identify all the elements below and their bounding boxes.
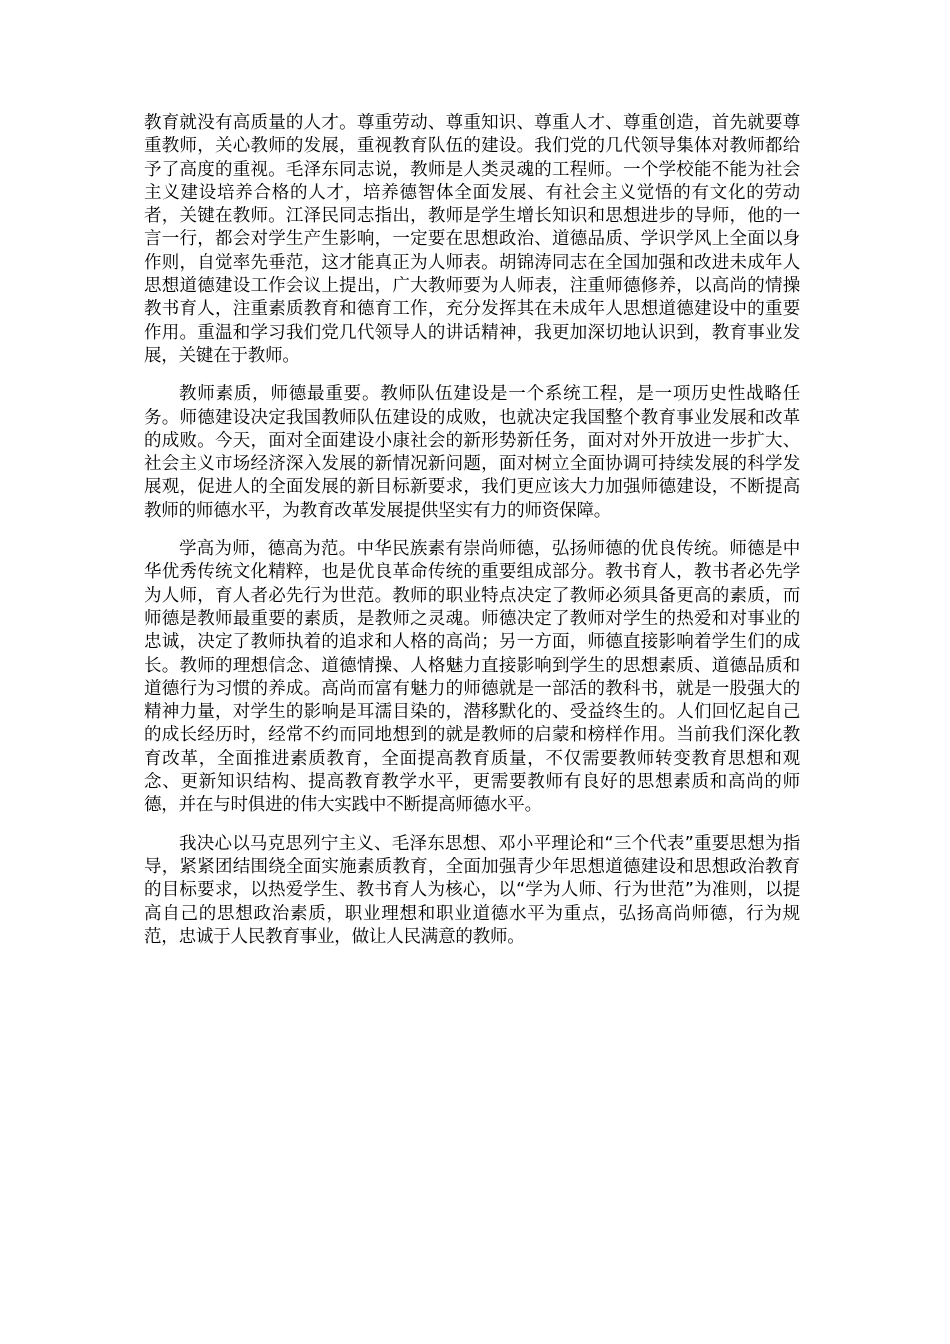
paragraph-2: 教师素质，师德最重要。教师队伍建设是一个系统工程，是一项历史性战略任务。师德建设决定我国教师队伍建设的成败，也就决定我国整个教育事业发展和改革的成败。今天，面对全面建设小康社会的新形势新任务，面对对外开放进一步扩大、社会主义市场经济深入发展的新情况新问题，面对树立全面协调可持续发展的科学发展观，促进人的全面发展的新目标新要求，我们更应该大力加强师德建设，不断提高教师的师德水平，为教育改革发展提供坚实有力的师资保障。 <box>144 384 800 521</box>
document-page <box>144 112 800 964</box>
paragraph-4: 我决心以马克思列宁主义、毛泽东思想、邓小平理论和“三个代表”重要思想为指导，紧紧团结围绕全面实施素质教育，全面加强青少年思想道德建设和思想政治教育的目标要求，以热爱学生、教书育人为核心，以“学为人师、行为世范”为准则，以提高自己的思想政治素质，职业理想和职业道德水平为重点，弘扬高尚师德，行为规范，忠诚于人民教育事业，做让人民满意的教师。 <box>144 833 800 947</box>
paragraph-3: 学高为师，德高为范。中华民族素有崇尚师德，弘扬师德的优良传统。师德是中华优秀传统文化精粹，也是优良革命传统的重要组成部分。教书育人，教书者必先学为人师，育人者必先行为世范。教师的职业特点决定了教师必须具备更高的素质，而师德是教师最重要的素质，是教师之灵魂。师德决定了教师对学生的热爱和对事业的忠诚，决定了教师执着的追求和人格的高尚；另一方面，师德直接影响着学生们的成长。教师的理想信念、道德情操、人格魅力直接影响到学生的思想素质、道德品质和道德行为习惯的养成。高尚而富有魅力的师德就是一部活的教科书，就是一股强大的精神力量，对学生的影响是耳濡目染的，潜移默化的、受益终生的。人们回忆起自己的成长经历时，经常不约而同地想到的就是教师的启蒙和榜样作用。当前我们深化教育改革，全面推进素质教育，全面提高教育质量，不仅需要教师转变教育思想和观念、更新知识结构、提高教育教学水平，更需要教师有良好的思想素质和高尚的师德，并在与时俱进的伟大实践中不断提高师德水平。 <box>144 539 800 816</box>
paragraph-1: 教育就没有高质量的人才。尊重劳动、尊重知识、尊重人才、尊重创造，首先就要尊重教师，关心教师的发展，重视教育队伍的建设。我们党的几代领导集体对教师都给予了高度的重视。毛泽东同志说，教师是人类灵魂的工程师。一个学校能不能为社会主义建设培养合格的人才，培养德智体全面发展、有社会主义觉悟的有文化的劳动者，关键在教师。江泽民同志指出，教师是学生增长知识和思想进步的导师，他的一言一行，都会对学生产生影响，一定要在思想政治、道德品质、学识学风上全面以身作则，自觉率先垂范，这才能真正为人师表。胡锦涛同志在全国加强和改进未成年人思想道德建设工作会议上提出，广大教师要为人师表，注重师德修养，以高尚的情操教书育人，注重素质教育和德育工作，充分发挥其在未成年人思想道德建设中的重要作用。重温和学习我们党几代领导人的讲话精神，我更加深切地认识到，教育事业发展，关键在于教师。 <box>144 113 800 366</box>
